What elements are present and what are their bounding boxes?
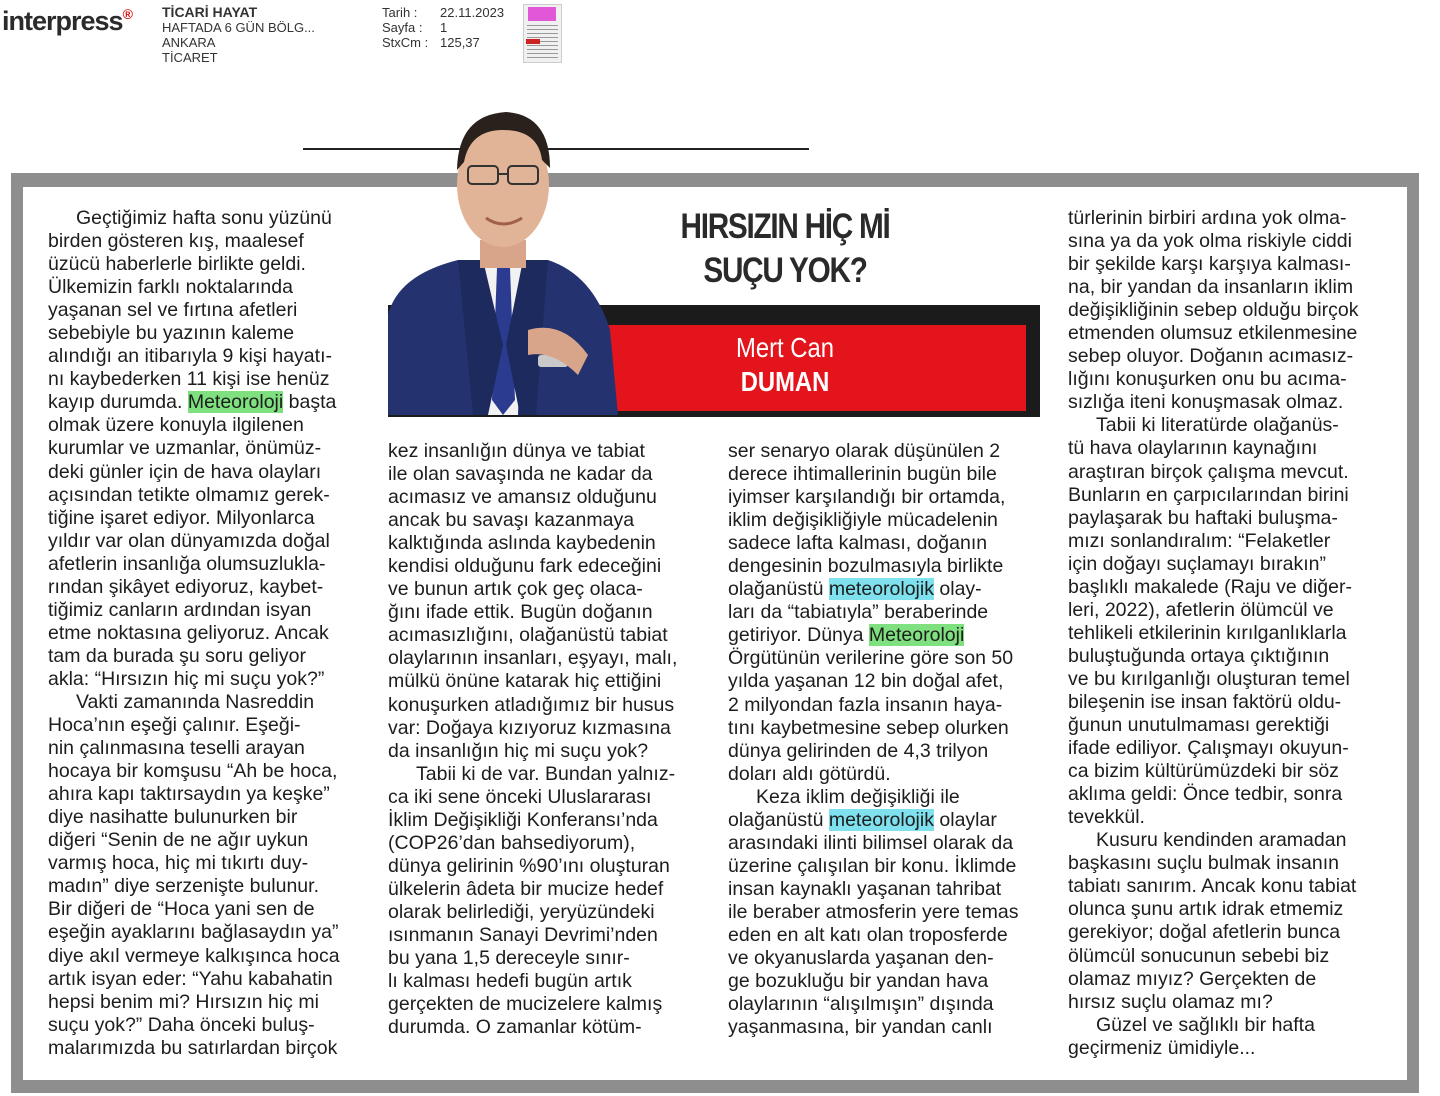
text-segment: kendisi olduğunu fark edeceğini xyxy=(388,555,662,578)
text-line xyxy=(1068,484,1388,507)
meta-value: 22.11.2023 xyxy=(440,5,505,20)
text-segment: başlıklı makalede (Raju ve diğer- xyxy=(1068,575,1352,598)
text-line xyxy=(388,532,708,555)
text-line xyxy=(1068,530,1388,553)
text-line xyxy=(388,1016,708,1039)
meta-row-stxcm xyxy=(382,35,504,50)
text-segment: diye nasihatte bulunurken bir xyxy=(48,806,298,829)
title-line: SUÇU YOK? xyxy=(703,251,867,290)
text-line xyxy=(1068,276,1388,299)
title-line: HIRSIZIN HİÇ Mİ xyxy=(680,207,890,246)
text-segment: lığını konuşurken onu bu acıma- xyxy=(1068,368,1347,391)
text-line xyxy=(48,368,368,391)
text-line xyxy=(48,668,368,691)
text-segment: var: Doğaya kızıyoruz kızmasına xyxy=(388,716,671,739)
page-thumbnail[interactable] xyxy=(523,4,562,63)
text-line xyxy=(1068,737,1388,760)
text-segment: paylaşarak bu haftaki buluşma- xyxy=(1068,506,1338,529)
text-segment: olaylarının insanları, eşyayı, malı, xyxy=(388,647,678,670)
text-line xyxy=(1068,576,1388,599)
highlighted-keyword: Meteoroloji xyxy=(187,391,284,414)
text-line xyxy=(1068,760,1388,783)
text-line xyxy=(728,440,1048,463)
text-line xyxy=(48,1014,368,1037)
text-line xyxy=(388,832,708,855)
text-segment: olunca şunu artık idrak etmemiz xyxy=(1068,898,1344,921)
publication-name: TİCARİ HAYAT xyxy=(162,4,258,20)
text-column-3 xyxy=(728,440,1048,1039)
author-portrait-illustration xyxy=(388,100,618,415)
text-line xyxy=(1068,599,1388,622)
meta-label: Sayfa : xyxy=(382,20,423,35)
text-line xyxy=(48,806,368,829)
text-segment: olağanüstü xyxy=(728,578,829,601)
text-line xyxy=(388,555,708,578)
text-line xyxy=(1068,345,1388,368)
meta-label: StxCm : xyxy=(382,35,429,50)
text-segment: suçu yok?” Daha önceki buluş- xyxy=(48,1013,315,1036)
text-line xyxy=(48,645,368,668)
text-line xyxy=(1068,1037,1388,1060)
text-line xyxy=(48,852,368,875)
text-segment: malarımızda bu satırlardan birçok xyxy=(48,1036,338,1059)
text-segment: artık isyan eder: “Yahu kabahatin xyxy=(48,967,333,990)
thumbnail-highlight xyxy=(528,7,556,21)
text-line xyxy=(728,532,1048,555)
text-segment: Tabii ki literatürde olağanüs- xyxy=(1096,414,1339,437)
text-line xyxy=(48,968,368,991)
text-segment: tehlikeli etkilerinin kırılganlıklarla xyxy=(1068,621,1347,644)
text-line xyxy=(728,970,1048,993)
text-line xyxy=(388,486,708,509)
publication-info xyxy=(162,5,315,65)
meta-row-page xyxy=(382,20,504,35)
text-segment: varmış hoca, hiç mi tıkırtı duy- xyxy=(48,852,309,875)
highlighted-keyword: Meteoroloji xyxy=(868,624,965,647)
text-column-1 xyxy=(48,207,368,1060)
text-line xyxy=(48,691,368,714)
text-segment: iklim değişikliğiyle mücadelenin xyxy=(728,509,998,532)
text-segment: eden en alt katı olan troposferde xyxy=(728,923,1008,946)
text-segment: açısından tetikte olmamız gerek- xyxy=(48,483,330,506)
text-segment: dünya gelirinden de 4,3 trilyon xyxy=(728,739,989,762)
text-line xyxy=(388,717,708,740)
text-line xyxy=(388,878,708,901)
thumbnail-red-block xyxy=(526,39,540,44)
text-line xyxy=(728,486,1048,509)
text-line xyxy=(1068,1014,1388,1037)
text-segment: acımasızlığını, olağanüstü tabiat xyxy=(388,624,668,647)
meta-row-date xyxy=(382,5,504,20)
text-line xyxy=(1068,253,1388,276)
text-line xyxy=(728,555,1048,578)
text-line xyxy=(48,391,368,414)
text-segment: hırsız suçlu olamaz mı? xyxy=(1068,990,1273,1013)
text-line xyxy=(48,622,368,645)
text-segment: yıldır var olan dünyamızda doğal xyxy=(48,529,330,552)
text-segment: bir şekilde karşı karşıya kalması- xyxy=(1068,253,1351,276)
text-line xyxy=(1068,691,1388,714)
text-segment: ge bozukluğu bir yandan hava xyxy=(728,970,989,993)
text-segment: bileşenin ise insan faktörü oldu- xyxy=(1068,690,1342,713)
article-title xyxy=(636,205,934,293)
text-line xyxy=(48,507,368,530)
text-segment: ları da “tabiatıyla” beraberinde xyxy=(728,601,989,624)
text-segment: ser senaryo olarak düşünülen 2 xyxy=(728,440,1001,462)
text-segment: kayıp durumda. xyxy=(48,391,188,414)
text-line xyxy=(1068,668,1388,691)
text-line xyxy=(48,875,368,898)
text-segment: akla: “Hırsızın hiç mi suçu yok?” xyxy=(48,667,325,690)
text-line xyxy=(388,970,708,993)
text-segment: deki günler için de hava olayları xyxy=(48,460,322,483)
text-line xyxy=(48,299,368,322)
text-segment: türlerinin birbiri ardına yok olma- xyxy=(1068,207,1347,229)
text-line xyxy=(388,740,708,763)
text-segment: rından şikâyet ediyoruz, kaybet- xyxy=(48,575,324,598)
author-first-name: Mert Can xyxy=(736,332,834,363)
text-line xyxy=(388,440,708,463)
text-line xyxy=(728,947,1048,970)
text-line xyxy=(48,253,368,276)
text-line xyxy=(728,463,1048,486)
text-segment: diye akıl vermeye kalkışınca hoca xyxy=(48,944,340,967)
text-line xyxy=(1068,414,1388,437)
text-segment: nı kaybederken 11 kişi ise henüz xyxy=(48,368,330,391)
publication-category: TİCARET xyxy=(162,50,218,65)
text-segment: bu yana 1,5 dereceyle sınır- xyxy=(388,947,630,970)
logo-registered-mark: ® xyxy=(122,6,132,22)
text-line xyxy=(728,1016,1048,1039)
text-line xyxy=(388,901,708,924)
text-line xyxy=(1068,207,1388,230)
text-segment: ölümcül sonucunun sebebi biz xyxy=(1068,944,1330,967)
text-line xyxy=(48,345,368,368)
text-segment: Kusuru kendinden aramadan xyxy=(1096,829,1347,852)
text-segment: başta xyxy=(283,391,337,414)
text-segment: lı kalması hedefi bugün artık xyxy=(388,970,632,993)
text-segment: üzerine çalışılan bir konu. İklimde xyxy=(728,854,1017,877)
text-segment: Keza iklim değişikliği ile xyxy=(756,785,960,808)
text-segment: ve okyanuslarda yaşanan den- xyxy=(728,947,994,970)
text-line xyxy=(388,694,708,717)
text-line xyxy=(728,832,1048,855)
author-last-name: DUMAN xyxy=(740,366,830,397)
text-segment: başkasını suçlu bulmak insanın xyxy=(1068,852,1339,875)
text-line xyxy=(728,786,1048,809)
text-segment: durumda. O zamanlar kötüm- xyxy=(388,1016,642,1039)
text-line xyxy=(728,763,1048,786)
text-segment: arasındaki ilinti bilimsel olarak da xyxy=(728,831,1014,854)
text-segment: üzücü haberlerle birlikte geldi. xyxy=(48,253,306,276)
text-column-2 xyxy=(388,440,708,1039)
text-line xyxy=(1068,553,1388,576)
text-segment: getiriyor. Dünya xyxy=(728,624,869,647)
text-line xyxy=(48,322,368,345)
text-line xyxy=(728,670,1048,693)
text-segment: (COP26’dan bahsediyorum), xyxy=(388,831,636,854)
text-line xyxy=(48,714,368,737)
publication-frequency: HAFTADA 6 GÜN BÖLG... xyxy=(162,20,315,35)
text-line xyxy=(728,717,1048,740)
text-segment: değişikliğinin sebep olduğu birçok xyxy=(1068,299,1359,322)
text-segment: kalktığında aslında kaybedenin xyxy=(388,532,656,555)
text-line xyxy=(1068,322,1388,345)
interpress-logo xyxy=(2,6,132,37)
text-segment: ve bu kırılganlığı oluşturan temel xyxy=(1068,667,1350,690)
text-segment: Örgütünün verilerine göre son 50 xyxy=(728,647,1014,670)
text-line xyxy=(1068,898,1388,921)
text-segment: buluştuğunda ortaya çıktığının xyxy=(1068,644,1330,667)
text-line xyxy=(1068,921,1388,944)
text-segment: sebep oluyor. Doğanın acımasız- xyxy=(1068,345,1354,368)
text-line xyxy=(1068,507,1388,530)
text-line xyxy=(48,553,368,576)
text-segment: hocaya bir komşusu “Ah be hoca, xyxy=(48,760,338,783)
text-line xyxy=(728,740,1048,763)
text-segment: ahıra kapı taktırsaydın ya keşke” xyxy=(48,783,330,806)
text-line xyxy=(48,760,368,783)
meta-value: 125,37 xyxy=(440,35,480,50)
text-segment: acımasız ve amansız olduğunu xyxy=(388,486,657,509)
text-line xyxy=(1068,783,1388,806)
text-segment: birden gösteren kış, maalesef xyxy=(48,230,304,253)
text-line xyxy=(388,647,708,670)
text-line xyxy=(1068,806,1388,829)
text-segment: Vakti zamanında Nasreddin xyxy=(76,690,315,713)
text-segment: ancak bu savaşı kazanmaya xyxy=(388,509,635,532)
text-segment: Ülkemizin farklı noktalarında xyxy=(48,276,293,299)
text-segment: gerekiyor; doğal afetlerin bunca xyxy=(1068,921,1341,944)
text-line xyxy=(388,624,708,647)
text-segment: Hoca’nın eşeği çalınır. Eşeği- xyxy=(48,714,301,737)
text-line xyxy=(1068,622,1388,645)
text-line xyxy=(48,991,368,1014)
clipping-meta xyxy=(382,5,504,50)
text-segment: tiğimiz canların ardından isyan xyxy=(48,598,312,621)
text-line xyxy=(728,647,1048,670)
text-segment: diğeri “Senin de ne ağır uykun xyxy=(48,829,309,852)
text-segment: ğını ifade ettik. Bugün doğanın xyxy=(388,601,653,624)
logo-text: interpress xyxy=(2,6,123,36)
text-segment: olağanüstü xyxy=(728,808,829,831)
text-line xyxy=(728,694,1048,717)
text-segment: sına ya da yok olma riskiyle ciddi xyxy=(1068,230,1352,253)
text-line xyxy=(48,484,368,507)
text-segment: geçirmeniz ümidiyle... xyxy=(1068,1036,1256,1059)
text-line xyxy=(388,463,708,486)
text-segment: derece ihtimallerinin bugün bile xyxy=(728,463,997,486)
text-line xyxy=(1068,875,1388,898)
text-segment: olarak belirlediği, yeryüzündeki xyxy=(388,900,655,923)
text-segment: etme noktasına geliyoruz. Ancak xyxy=(48,621,329,644)
text-line xyxy=(48,461,368,484)
text-line xyxy=(728,993,1048,1016)
highlighted-keyword: meteorolojik xyxy=(828,578,934,601)
text-segment: alındığı an itibarıyla 9 kişi hayatı- xyxy=(48,345,332,368)
text-segment: olmak üzere konuyla ilgilenen xyxy=(48,414,304,437)
meta-value: 1 xyxy=(440,20,448,35)
text-line xyxy=(728,855,1048,878)
text-segment: ca bizim kültürümüzdeki bir söz xyxy=(1068,760,1339,783)
text-segment: Bir diğeri de “Hoca yani sen de xyxy=(48,898,315,921)
text-segment: tabiatı sanırım. Ancak konu tabiat xyxy=(1068,875,1357,898)
text-segment: mızı sonlandıralım: “Felaketler xyxy=(1068,529,1331,552)
text-segment: Güzel ve sağlıklı bir hafta xyxy=(1096,1013,1315,1036)
text-segment: kez insanlığın dünya ve tabiat xyxy=(388,440,645,462)
text-segment: araştıran birçok çalışma mevcut. xyxy=(1068,460,1349,483)
highlighted-keyword: meteorolojik xyxy=(828,808,934,831)
text-line xyxy=(1068,368,1388,391)
text-segment: olaylarının “alışılmışın” dışında xyxy=(728,993,994,1016)
text-segment: hepsi benim mi? Hırsızın hiç mi xyxy=(48,990,319,1013)
text-segment: gerçekten de mucizelere kalmış xyxy=(388,993,663,1016)
text-segment: olamaz mıyız? Gerçekten de xyxy=(1068,967,1317,990)
text-segment: tü hava olaylarının kaynağını xyxy=(1068,437,1318,460)
text-segment: etmenden olumsuz etkilenmesine xyxy=(1068,322,1358,345)
text-line xyxy=(48,1037,368,1060)
author-photo xyxy=(388,100,618,415)
text-segment: ile olan savaşında ne kadar da xyxy=(388,463,653,486)
text-segment: ısınmanın Sanayi Devrimi’nden xyxy=(388,923,658,946)
text-line xyxy=(728,809,1048,832)
text-line xyxy=(48,207,368,230)
text-segment: na, bir yandan da insanların iklim xyxy=(1068,276,1354,299)
text-segment: tiğine işaret ediyor. Milyonlarca xyxy=(48,506,315,529)
text-segment: tını kaybetmesine sebep olurken xyxy=(728,716,1009,739)
text-line xyxy=(1068,991,1388,1014)
text-segment: Tabii ki de var. Bundan yalnız- xyxy=(416,762,676,785)
text-line xyxy=(388,509,708,532)
text-line xyxy=(1068,968,1388,991)
text-line xyxy=(728,924,1048,947)
text-line xyxy=(48,783,368,806)
text-line xyxy=(388,855,708,878)
text-line xyxy=(48,945,368,968)
text-line xyxy=(388,809,708,832)
text-segment: eşeğin ayaklarını bağlasaydın ya” xyxy=(48,921,339,944)
text-line xyxy=(728,901,1048,924)
text-segment: ifade ediliyor. Çalışmayı okuyun- xyxy=(1068,737,1349,760)
text-line xyxy=(728,878,1048,901)
text-line xyxy=(388,924,708,947)
text-line xyxy=(48,737,368,760)
text-segment: olay- xyxy=(933,578,982,601)
text-line xyxy=(1068,714,1388,737)
text-column-4 xyxy=(1068,207,1388,1060)
text-segment: yılda yaşanan 12 bin doğal afet, xyxy=(728,670,1004,693)
text-line xyxy=(1068,645,1388,668)
text-segment: dünya gelirinin %90’ını oluşturan xyxy=(388,854,670,877)
text-segment: ğunun unutulmaması gerektiği xyxy=(1068,714,1330,737)
text-segment: ca iki sene önceki Uluslararası xyxy=(388,785,652,808)
text-segment: 2 milyondan fazla insanın haya- xyxy=(728,693,1003,716)
text-segment: sebebiyle bu yazının kaleme xyxy=(48,322,295,345)
text-line xyxy=(1068,829,1388,852)
text-line xyxy=(48,898,368,921)
text-segment: leri, 2022), afetlerin ölümcül ve xyxy=(1068,598,1334,621)
text-line xyxy=(1068,230,1388,253)
text-line xyxy=(1068,945,1388,968)
text-line xyxy=(1068,299,1388,322)
text-line xyxy=(388,578,708,601)
text-segment: madın” diye serzenişte bulunur. xyxy=(48,875,319,898)
text-segment: yaşanan sel ve fırtına afetleri xyxy=(48,299,298,322)
text-line xyxy=(388,670,708,693)
text-segment: doları aldı götürdü. xyxy=(728,762,891,785)
text-line xyxy=(388,947,708,970)
publication-city: ANKARA xyxy=(162,35,216,50)
text-line xyxy=(1068,437,1388,460)
text-line xyxy=(728,601,1048,624)
text-segment: Bunların en çarpıcılarından birini xyxy=(1068,483,1349,506)
text-segment: tam da burada şu soru geliyor xyxy=(48,644,306,667)
text-segment: Geçtiğimiz hafta sonu yüzünü xyxy=(76,207,332,229)
text-segment: sadece lafta kalması, doğanın xyxy=(728,532,988,555)
text-segment: yaşanmasına, bir yandan canlı xyxy=(728,1016,993,1039)
text-segment: da insanlığın hiç mi suçu yok? xyxy=(388,739,649,762)
text-line xyxy=(1068,391,1388,414)
text-segment: ile beraber atmosferin yere temas xyxy=(728,900,1019,923)
text-segment: konuşurken atladığımız bir husus xyxy=(388,693,675,716)
text-line xyxy=(48,921,368,944)
meta-label: Tarih : xyxy=(382,5,418,20)
text-line xyxy=(728,624,1048,647)
text-line xyxy=(1068,461,1388,484)
text-line xyxy=(48,276,368,299)
text-line xyxy=(1068,852,1388,875)
text-line xyxy=(48,230,368,253)
text-line xyxy=(388,786,708,809)
text-line xyxy=(48,599,368,622)
text-segment: sızlığa iteni konuşmasak olmaz. xyxy=(1068,391,1344,414)
text-segment: ve bunun artık çok geç olaca- xyxy=(388,578,643,601)
text-segment: tevekkül. xyxy=(1068,806,1145,829)
text-segment: mülkü önüne katarak hiç ettiğini xyxy=(388,670,662,693)
text-line xyxy=(388,763,708,786)
text-segment: aklıma geldi: Önce tedbir, sonra xyxy=(1068,783,1343,806)
text-segment: dengesinin bozulmasıyla birlikte xyxy=(728,555,1004,578)
text-segment: iyimser karşılandığı bir ortamda, xyxy=(728,486,1006,509)
text-segment: insan kaynaklı yaşanan tahribat xyxy=(728,877,1002,900)
text-line xyxy=(388,601,708,624)
text-line xyxy=(48,414,368,437)
text-line xyxy=(48,829,368,852)
text-segment: olaylar xyxy=(933,808,997,831)
text-segment: afetlerin insanlığa olumsuzlukla- xyxy=(48,552,326,575)
text-line xyxy=(48,437,368,460)
text-segment: için doğayı suçlamayı bırakın” xyxy=(1068,552,1326,575)
text-line xyxy=(728,509,1048,532)
text-line xyxy=(48,530,368,553)
text-segment: nin çalınmasına teselli arayan xyxy=(48,737,305,760)
text-segment: ülkelerin âdeta bir mucize hedef xyxy=(388,877,664,900)
text-line xyxy=(728,578,1048,601)
text-line xyxy=(388,993,708,1016)
text-line xyxy=(48,576,368,599)
text-segment: İklim Değişikliği Konferansı’nda xyxy=(388,808,658,831)
text-segment: kurumlar ve uzmanlar, önümüz- xyxy=(48,437,322,460)
